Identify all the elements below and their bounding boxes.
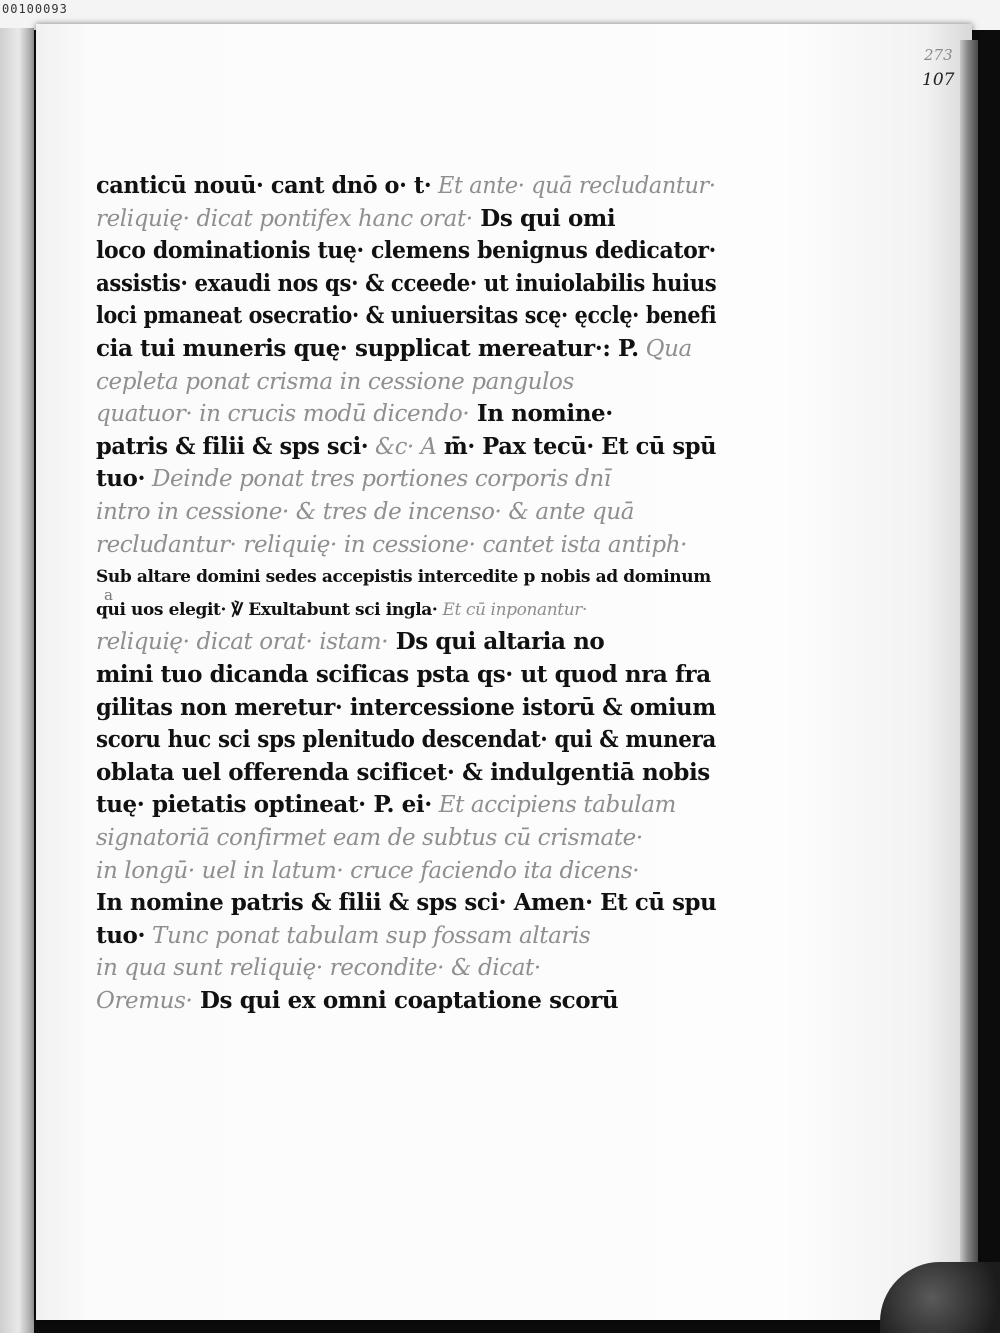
rubric-text: &c· A <box>368 433 437 460</box>
text-segment: qui uos elegit· ℣ Exultabunt sci ingla· <box>96 599 438 620</box>
text-segment: patris & filii & sps sci· <box>96 432 369 460</box>
text-segment: mini tuo dicanda scificas psta qs· ut quod nra fra <box>96 661 711 688</box>
manuscript-line <box>96 659 711 691</box>
manuscript-line <box>96 561 711 593</box>
manuscript-line <box>96 626 604 658</box>
rubric-text: Qua <box>638 336 692 362</box>
manuscript-line <box>96 985 618 1017</box>
rubric-text: in longū· uel in latum· cruce faciendo ita dicens· <box>96 857 640 884</box>
text-segment: In nomine patris & filii & sps sci· Amen· Et cū spu <box>96 889 717 917</box>
manuscript-line <box>96 594 587 626</box>
manuscript-line <box>96 300 716 332</box>
manuscript-line <box>96 692 716 724</box>
text-segment: cia tui muneris quę· supplicat mereatur·: P. <box>96 335 639 362</box>
previous-leaf-edge <box>0 28 34 1333</box>
manuscript-line <box>96 333 692 365</box>
manuscript-line <box>96 170 716 202</box>
rubric-text: quatuor· in crucis modū dicendo· <box>96 401 470 428</box>
manuscript-line <box>96 398 613 430</box>
manuscript-line <box>96 463 611 495</box>
rubric-text: Et ante· quā recludantur· <box>431 173 716 199</box>
text-segment: tuę· pietatis optineat· P. ei· <box>96 791 432 819</box>
text-segment: scoru huc sci sps plenitudo descendat· qui & munera <box>96 726 716 754</box>
scan-id-label: 00100093 <box>2 2 68 16</box>
text-segment: m̄· Pax tecū· Et cū spū <box>436 432 717 460</box>
manuscript-line <box>96 822 643 854</box>
old-folio-number: 273 <box>924 46 953 64</box>
text-segment: Ds qui ex omni coaptatione scorū <box>192 987 619 1014</box>
manuscript-line <box>96 529 687 561</box>
manuscript-line <box>96 789 676 821</box>
text-segment: Ds qui altaria no <box>388 628 605 656</box>
text-segment: assistis· exaudi nos qs· & cceede· ut inuiolabilis huius <box>96 269 717 297</box>
manuscript-line <box>96 855 639 887</box>
manuscript-line <box>96 952 541 984</box>
rubric-text: reliquię· dicat pontifex hanc orat· <box>96 205 473 232</box>
margin-note: a <box>104 586 113 604</box>
manuscript-line <box>96 268 716 300</box>
text-segment: oblata uel offerenda scificet· & indulgentiā nobis <box>96 758 710 786</box>
folio-number: 107 <box>922 70 955 90</box>
manuscript-line <box>96 235 716 267</box>
text-segment: tuo· <box>96 921 146 949</box>
rubric-text: Tunc ponat tabulam sup fossam altaris <box>145 922 591 949</box>
text-segment: tuo· <box>96 465 146 493</box>
rubric-text: signatoriā confirmet eam de subtus cū crismate· <box>96 825 643 851</box>
manuscript-line <box>96 431 716 463</box>
text-segment: loci pmaneat osecratio· & uniuersitas scę· ęcclę· benefi <box>96 302 717 330</box>
manuscript-line <box>96 366 574 398</box>
rubric-text: intro in cessione· & tres de incenso· & ante quā <box>96 499 635 525</box>
text-segment: canticū nouū· cant dnō o· t· <box>96 172 432 199</box>
manuscript-line <box>96 724 716 756</box>
manuscript-line <box>96 887 716 919</box>
text-segment: Sub altare domini sedes accepistis intercedite p nobis ad dominum <box>96 567 711 588</box>
manuscript-line <box>96 496 634 528</box>
manuscript-line <box>96 920 590 952</box>
rubric-text: Deinde ponat tres portiones corporis dnī <box>145 466 611 493</box>
manuscript-line <box>96 757 710 789</box>
text-segment: gilitas non meretur· intercessione istorū & omium <box>96 693 716 721</box>
rubric-text: Et accipiens tabulam <box>431 792 676 819</box>
text-segment: In nomine· <box>469 400 613 428</box>
rubric-text: reliquię· dicat orat· istam· <box>96 629 389 656</box>
rubric-text: recludantur· reliquię· in cessione· cantet ista antiph· <box>96 531 688 558</box>
rubric-text: in qua sunt reliquię· recondite· & dicat· <box>96 955 541 982</box>
rubric-text: cepleta ponat crisma in cessione pangulos <box>96 368 574 395</box>
rubric-text: Et cū inponantur· <box>437 599 588 620</box>
text-segment: Ds qui omi <box>472 204 616 232</box>
manuscript-line <box>96 203 615 235</box>
rubric-text: Oremus· <box>96 988 193 1014</box>
text-segment: loco dominationis tuę· clemens benignus dedicator· <box>96 237 716 265</box>
book-fore-edge <box>960 40 978 1310</box>
